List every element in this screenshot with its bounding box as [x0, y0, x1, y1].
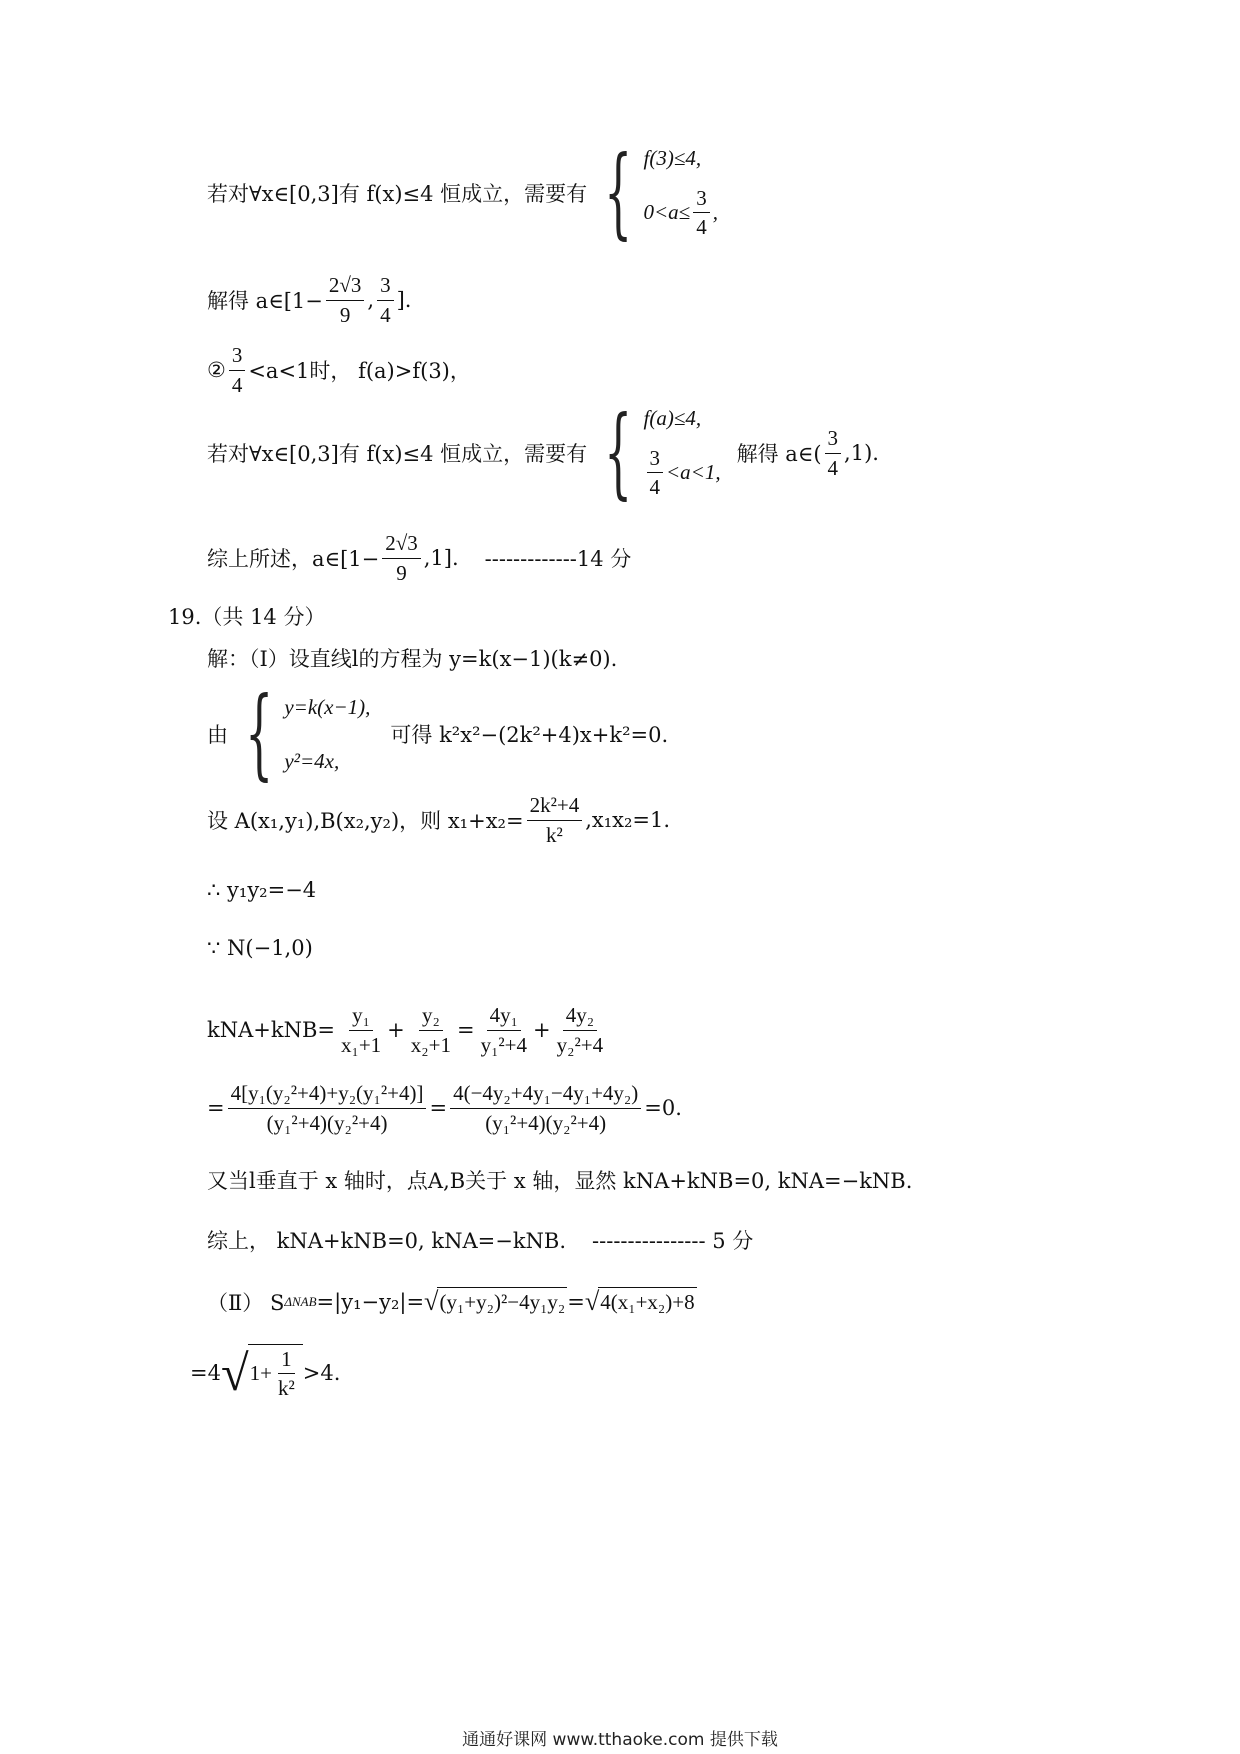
row-tail: , [712, 200, 718, 225]
part-1-line [207, 640, 617, 676]
left-brace: { [604, 396, 633, 510]
equation-system [234, 677, 371, 791]
equals-sign: = [567, 1290, 585, 1314]
denominator: k² [277, 1376, 295, 1400]
row-left: 0<a≤ [643, 200, 691, 225]
vieta-prefix: 设 A(x₁,y₁),B(x₂,y₂)，则 x₁+x₂= [207, 809, 524, 833]
fraction [478, 1003, 530, 1056]
denominator: 9 [396, 560, 407, 585]
system-line [207, 677, 669, 791]
conclusion-line [207, 528, 631, 588]
final-prefix: =4 [190, 1361, 221, 1385]
plus-sign: + [533, 1018, 551, 1042]
condition-line-2 [207, 396, 879, 510]
denominator: y₂²+4 [556, 1032, 604, 1057]
system-row-2 [644, 446, 721, 499]
because-text: ∵ N(−1,0) [207, 936, 313, 960]
condition-text: 若对∀x∈[0,3]有 f(x)≤4 恒成立，需要有 [207, 182, 588, 206]
numerator: 3 [229, 343, 246, 370]
fraction [554, 1003, 606, 1056]
numerator: 4(−4y₂+4y₁−4y₁+4y₂) [450, 1081, 641, 1108]
denominator: k² [545, 822, 563, 847]
equals-sign: = [456, 1018, 475, 1042]
square-root: √ (y₁+y₂)²−4y₁y₂ [424, 1287, 566, 1316]
denominator: y₁²+4 [480, 1032, 528, 1057]
page-footer: 通通好课网 www.tthaoke.com 提供下载 [462, 1730, 778, 1750]
fraction [382, 531, 421, 584]
system-row-2: y²=4x, [284, 748, 340, 773]
system-prefix: 由 [207, 723, 228, 747]
denominator: 4 [827, 455, 839, 480]
resulting-equation: 可得 k²x²−(2k²+4)x+k²=0. [390, 723, 669, 747]
numerator: y₁ [349, 1003, 373, 1030]
fraction [647, 446, 664, 499]
radicand: (y₁+y₂)²−4y₁y₂ [437, 1287, 567, 1317]
numerator: 2√3 [382, 531, 421, 558]
vieta-line [207, 792, 670, 848]
system-row-2 [644, 186, 718, 239]
denominator: 4 [231, 372, 243, 397]
solution-line-1 [207, 270, 411, 330]
fraction [228, 1081, 427, 1134]
fraction [275, 1347, 298, 1400]
area-subscript: ΔNAB [284, 1294, 317, 1309]
fraction [377, 273, 394, 326]
score-marker: ---------------- 5 分 [592, 1229, 754, 1253]
question-19-header [168, 598, 325, 634]
part-1-text: 解：（Ⅰ）设直线l的方程为 y=k(x−1)(k≠0). [207, 647, 618, 671]
numerator: y₂ [419, 1003, 443, 1030]
case-2-line [207, 342, 471, 398]
numerator: 3 [693, 186, 710, 213]
row-tail: <a<1, [666, 460, 721, 485]
denominator: 4 [380, 302, 391, 327]
separator: , [367, 288, 375, 312]
plus-sign: + [387, 1018, 405, 1042]
denominator: (y₁²+4)(y₂²+4) [266, 1110, 388, 1135]
numerator: 4y₂ [563, 1003, 597, 1030]
fraction [527, 793, 583, 846]
numerator: 4y₁ [487, 1003, 521, 1030]
system-row-1: f(a)≤4, [643, 406, 702, 431]
summary-text: 综上， kNA+kNB=0, kNA=−kNB. [207, 1229, 567, 1253]
final-tail: >4. [302, 1361, 341, 1385]
conclusion-prefix: 综上所述，a∈[1− [207, 547, 380, 571]
abs-diff: =|y₁−y₂|= [316, 1290, 425, 1314]
left-brace: { [245, 677, 274, 791]
condition-line-1 [207, 136, 724, 250]
circled-two: ② [207, 358, 226, 382]
fraction [408, 1003, 454, 1056]
question-number: 19.（共 14 分） [168, 605, 326, 629]
numerator: 2√3 [326, 273, 365, 300]
square-root: √ 1+ $\frac{1}{\text{k²}}$ [221, 1344, 303, 1402]
numerator: 2k²+4 [527, 793, 583, 820]
therefore-text: ∴ y₁y₂=−4 [207, 878, 317, 902]
fraction [450, 1081, 641, 1134]
system-row-1: f(3)≤4, [643, 146, 702, 171]
square-root: √ 4(x₁+x₂)+8 [584, 1287, 695, 1316]
slope-lhs: kNA+kNB= [207, 1018, 335, 1042]
equals-sign: = [429, 1096, 448, 1120]
numerator: 1 [278, 1347, 295, 1374]
inequality-system [593, 396, 721, 510]
result-zero: =0. [644, 1096, 682, 1120]
part-2-line [207, 1282, 697, 1322]
numerator: 3 [647, 446, 664, 473]
fraction [338, 1003, 384, 1056]
solution-prefix: 解得 a∈[1− [207, 289, 323, 313]
case-condition: <a<1时， f(a)>f(3)， [248, 359, 471, 383]
denominator: 9 [339, 302, 351, 327]
radicand: 4(x₁+x₂)+8 [598, 1287, 696, 1317]
score-marker: -------------14 分 [484, 547, 632, 571]
radicand-prefix: 1+ [249, 1361, 272, 1385]
summary-line [207, 1222, 753, 1258]
denominator: (y₁²+4)(y₂²+4) [485, 1110, 607, 1135]
because-line [207, 930, 313, 966]
solution-text: 解得 a∈( [736, 442, 822, 466]
fraction [229, 343, 246, 396]
radicand [248, 1344, 303, 1402]
numerator: 3 [377, 273, 394, 300]
interval-close: ]. [396, 288, 412, 312]
equals-sign: = [207, 1096, 225, 1120]
denominator: x₁+1 [341, 1032, 382, 1057]
numerator: 4[y₁(y₂²+4)+y₂(y₁²+4)] [228, 1081, 427, 1108]
part-2-prefix: （Ⅱ） S [207, 1291, 285, 1315]
denominator: 4 [696, 215, 707, 240]
fraction [693, 186, 710, 239]
system-row-1: y=k(x−1), [284, 694, 371, 719]
numerator: 3 [825, 426, 842, 453]
denominator: 4 [649, 475, 661, 500]
interval-close: ,1). [844, 441, 879, 465]
fraction [825, 426, 842, 479]
condition-text: 若对∀x∈[0,3]有 f(x)≤4 恒成立，需要有 [207, 442, 588, 466]
inequality-system [593, 136, 718, 250]
vertical-case-text: 又当l垂直于 x 轴时，点A,B关于 x 轴，显然 kNA+kNB=0, kNA=−kNB. [207, 1169, 913, 1193]
fraction [326, 273, 365, 326]
final-line [190, 1340, 340, 1406]
therefore-line [207, 872, 316, 908]
left-brace: { [604, 136, 633, 250]
vieta-tail: ,x₁x₂=1. [585, 808, 671, 832]
big-fraction-line [207, 1072, 682, 1144]
vertical-case-line [207, 1162, 912, 1198]
interval-close: ,1]. [423, 546, 459, 570]
denominator: x₂+1 [410, 1032, 451, 1057]
slope-sum-line [207, 1000, 609, 1060]
